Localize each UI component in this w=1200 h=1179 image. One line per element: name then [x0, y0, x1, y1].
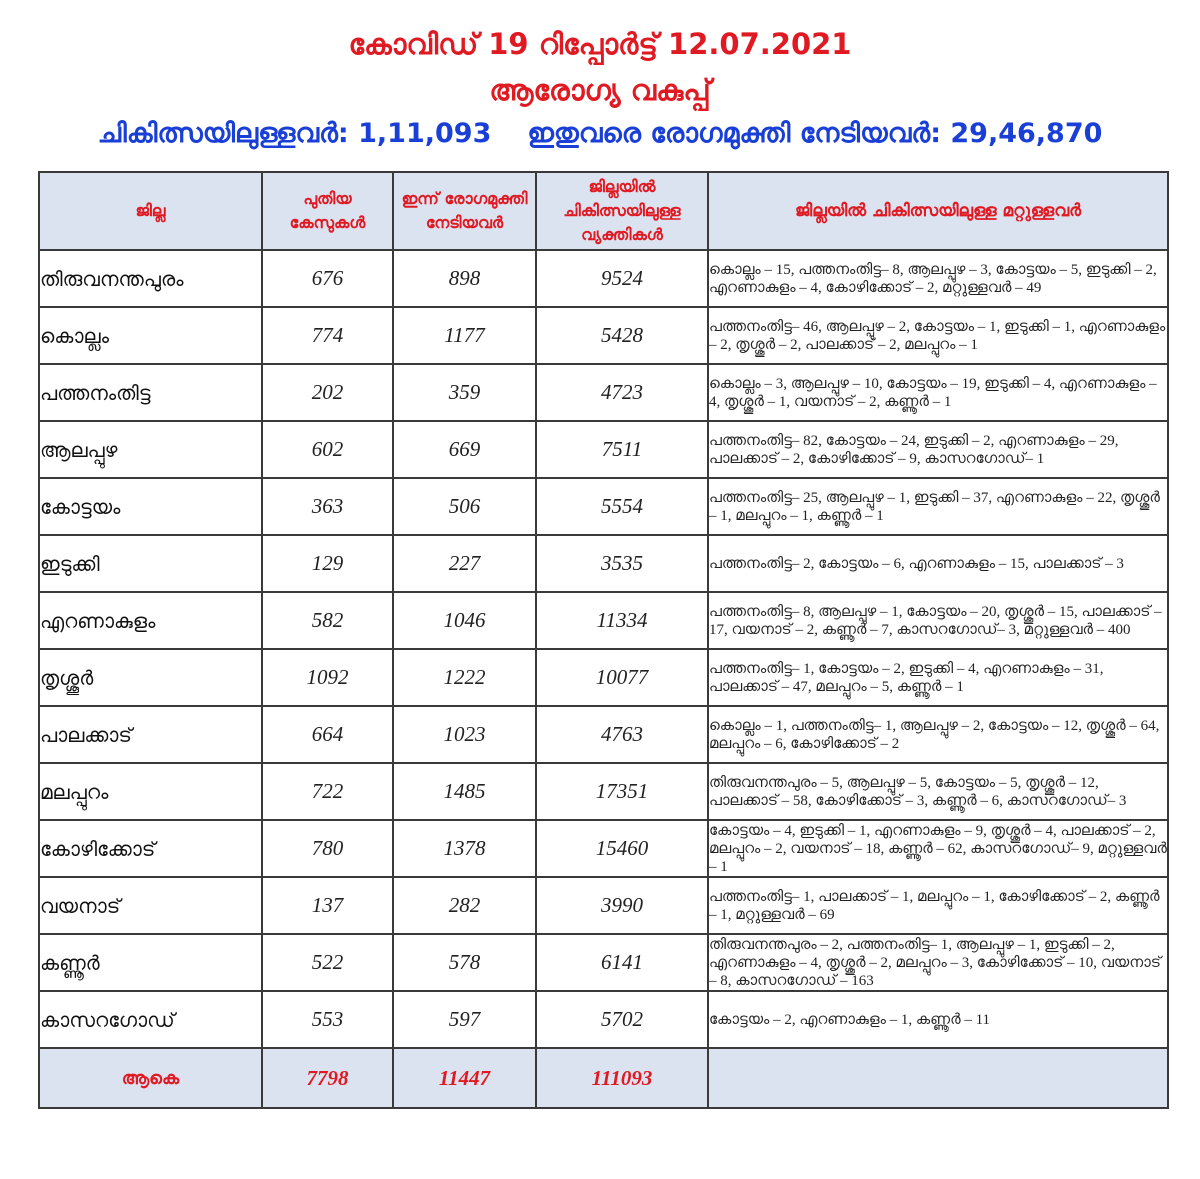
total-recovered-today: 11447: [393, 1048, 536, 1108]
department-name: ആരോഗ്യ വകുപ്പ്: [489, 73, 711, 107]
others-breakdown: കോട്ടയം – 2, എറണാകുളം – 1, കണ്ണൂർ – 11: [708, 991, 1168, 1048]
district-name: എറണാകുളം: [39, 592, 262, 649]
district-name: കാസറഗോഡ്: [39, 991, 262, 1048]
district-name: മലപ്പുറം: [39, 763, 262, 820]
others-breakdown: പത്തനംതിട്ട– 2, കോട്ടയം – 6, എറണാകുളം – 15, പാലക്കാട് – 3: [708, 535, 1168, 592]
others-breakdown: പത്തനംതിട്ട– 1, കോട്ടയം – 2, ഇടുക്കി – 4, എറണാകുളം – 31, പാലക്കാട് – 47, മലപ്പുറം – 5, കണ്ണൂർ – 1: [708, 649, 1168, 706]
district-name: വയനാട്: [39, 877, 262, 934]
recovered-today-value: 1177: [393, 307, 536, 364]
under-treatment-value: 11334: [536, 592, 708, 649]
recovered-today-value: 227: [393, 535, 536, 592]
column-header-recovered-today: ഇന്ന് രോഗമുക്തി നേടിയവർ: [393, 172, 536, 250]
column-header-under-treatment: ജില്ലയിൽ ചികിത്സയിലുള്ള വ്യക്തികൾ: [536, 172, 708, 250]
table-row: [39, 820, 1168, 877]
new-cases-value: 522: [262, 934, 393, 991]
new-cases-value: 363: [262, 478, 393, 535]
under-treatment-value: 4723: [536, 364, 708, 421]
others-breakdown: പത്തനംതിട്ട– 8, ആലപ്പുഴ – 1, കോട്ടയം – 20, തൃശ്ശൂർ – 15, പാലക്കാട് – 17, വയനാട് – 2, കണ്ണൂർ – 7, കാസറഗോഡ്– 3, മറ്റുള്ളവർ – 400: [708, 592, 1168, 649]
recovered-today-value: 1023: [393, 706, 536, 763]
others-breakdown: പത്തനംതിട്ട– 82, കോട്ടയം – 24, ഇടുക്കി – 2, എറണാകുളം – 29, പാലക്കാട് – 2, കോഴിക്കോട് – 9, കാസറഗോഡ്– 1: [708, 421, 1168, 478]
table-row: [39, 592, 1168, 649]
under-treatment-value: 15460: [536, 820, 708, 877]
table-row: [39, 307, 1168, 364]
recovered-today-value: 1485: [393, 763, 536, 820]
report-title: കോവിഡ് 19 റിപ്പോർട്ട് 12.07.2021: [348, 27, 852, 61]
table-row: [39, 250, 1168, 307]
others-breakdown: പത്തനംതിട്ട– 25, ആലപ്പുഴ – 1, ഇടുക്കി – 37, എറണാകുളം – 22, തൃശ്ശൂർ – 1, മലപ്പുറം – 1, കണ്ണൂർ – 1: [708, 478, 1168, 535]
under-treatment-value: 5428: [536, 307, 708, 364]
under-treatment-value: 4763: [536, 706, 708, 763]
table-row: [39, 877, 1168, 934]
column-header-new-cases: പുതിയ കേസുകൾ: [262, 172, 393, 250]
table-row: [39, 478, 1168, 535]
others-breakdown: കൊല്ലം – 1, പത്തനംതിട്ട– 1, ആലപ്പുഴ – 2, കോട്ടയം – 12, തൃശ്ശൂർ – 64, മലപ്പുറം – 6, കോഴിക്കോട് – 2: [708, 706, 1168, 763]
new-cases-value: 722: [262, 763, 393, 820]
district-name: ആലപ്പുഴ: [39, 421, 262, 478]
others-breakdown: പത്തനംതിട്ട– 46, ആലപ്പുഴ – 2, കോട്ടയം – 1, ഇടുക്കി – 1, എറണാകുളം – 2, തൃശ്ശൂർ – 2, പാലക്കാട് – 2, മലപ്പുറം – 1: [708, 307, 1168, 364]
others-breakdown: തിരുവനന്തപുരം – 2, പത്തനംതിട്ട– 1, ആലപ്പുഴ – 1, ഇടുക്കി – 2, എറണാകുളം – 4, തൃശ്ശൂർ – 2, മലപ്പുറം – 3, കോഴിക്കോട് – 10, വയനാട് – 8, കാസറഗോഡ് – 163: [708, 934, 1168, 991]
others-breakdown: കോട്ടയം – 4, ഇടുക്കി – 1, എറണാകുളം – 9, തൃശ്ശൂർ – 4, പാലക്കാട് – 2, മലപ്പുറം – 2, വയനാട് – 18, കണ്ണൂർ – 62, കാസറഗോഡ്– 9, മറ്റുള്ളവർ – 1: [708, 820, 1168, 877]
under-treatment-value: 5554: [536, 478, 708, 535]
table-row: [39, 934, 1168, 991]
district-name: ഇടുക്കി: [39, 535, 262, 592]
recovered-total-summary: ഇതുവരെ രോഗമുക്തി നേടിയവർ: 29,46,870: [527, 118, 1103, 149]
recovered-today-value: 898: [393, 250, 536, 307]
under-treatment-value: 9524: [536, 250, 708, 307]
total-others: [708, 1048, 1168, 1108]
under-treatment-value: 3535: [536, 535, 708, 592]
recovered-today-value: 1046: [393, 592, 536, 649]
recovered-today-value: 1378: [393, 820, 536, 877]
new-cases-value: 1092: [262, 649, 393, 706]
under-treatment-value: 5702: [536, 991, 708, 1048]
district-name: പാലക്കാട്: [39, 706, 262, 763]
under-treatment-value: 3990: [536, 877, 708, 934]
total-label: ആകെ: [39, 1048, 262, 1108]
new-cases-value: 582: [262, 592, 393, 649]
district-report-table: [38, 171, 1169, 1109]
table-row: [39, 991, 1168, 1048]
recovered-today-value: 506: [393, 478, 536, 535]
new-cases-value: 137: [262, 877, 393, 934]
new-cases-value: 664: [262, 706, 393, 763]
total-row: [39, 1048, 1168, 1108]
district-name: തൃശ്ശൂർ: [39, 649, 262, 706]
table-row: [39, 649, 1168, 706]
others-breakdown: കൊല്ലം – 15, പത്തനംതിട്ട– 8, ആലപ്പുഴ – 3, കോട്ടയം – 5, ഇടുക്കി – 2, എറണാകുളം – 4, കോഴിക്കോട് – 2, മറ്റുള്ളവർ – 49: [708, 250, 1168, 307]
recovered-today-value: 359: [393, 364, 536, 421]
district-name: പത്തനംതിട്ട: [39, 364, 262, 421]
under-treatment-value: 7511: [536, 421, 708, 478]
district-name: കോഴിക്കോട്: [39, 820, 262, 877]
table-row: [39, 763, 1168, 820]
others-breakdown: തിരുവനന്തപുരം – 5, ആലപ്പുഴ – 5, കോട്ടയം – 5, തൃശ്ശൂർ – 12, പാലക്കാട് – 58, കോഴിക്കോട് – 3, കണ്ണൂർ – 6, കാസറഗോഡ്– 3: [708, 763, 1168, 820]
summary-line: [0, 116, 1200, 152]
column-header-district: ജില്ല: [39, 172, 262, 250]
table-row: [39, 364, 1168, 421]
under-treatment-summary: ചികിത്സയിലുള്ളവർ: 1,11,093: [97, 118, 492, 149]
new-cases-value: 129: [262, 535, 393, 592]
new-cases-value: 676: [262, 250, 393, 307]
district-name: കൊല്ലം: [39, 307, 262, 364]
new-cases-value: 780: [262, 820, 393, 877]
district-name: കണ്ണൂർ: [39, 934, 262, 991]
table-row: [39, 706, 1168, 763]
new-cases-value: 774: [262, 307, 393, 364]
new-cases-value: 553: [262, 991, 393, 1048]
column-header-others: ജില്ലയിൽ ചികിത്സയിലുള്ള മറ്റുള്ളവർ: [708, 172, 1168, 250]
recovered-today-value: 597: [393, 991, 536, 1048]
table-row: [39, 421, 1168, 478]
district-name: കോട്ടയം: [39, 478, 262, 535]
recovered-today-value: 1222: [393, 649, 536, 706]
under-treatment-value: 10077: [536, 649, 708, 706]
table-row: [39, 535, 1168, 592]
recovered-today-value: 669: [393, 421, 536, 478]
under-treatment-value: 6141: [536, 934, 708, 991]
district-name: തിരുവനന്തപുരം: [39, 250, 262, 307]
total-under-treatment: 111093: [536, 1048, 708, 1108]
new-cases-value: 202: [262, 364, 393, 421]
table-header-row: [39, 172, 1168, 250]
others-breakdown: കൊല്ലം – 3, ആലപ്പുഴ – 10, കോട്ടയം – 19, ഇടുക്കി – 4, എറണാകുളം – 4, തൃശ്ശൂർ – 1, വയനാട് – 2, കണ്ണൂർ – 1: [708, 364, 1168, 421]
recovered-today-value: 282: [393, 877, 536, 934]
new-cases-value: 602: [262, 421, 393, 478]
under-treatment-value: 17351: [536, 763, 708, 820]
total-new-cases: 7798: [262, 1048, 393, 1108]
recovered-today-value: 578: [393, 934, 536, 991]
others-breakdown: പത്തനംതിട്ട– 1, പാലക്കാട് – 1, മലപ്പുറം – 1, കോഴിക്കോട് – 2, കണ്ണൂർ – 1, മറ്റുള്ളവർ – 69: [708, 877, 1168, 934]
